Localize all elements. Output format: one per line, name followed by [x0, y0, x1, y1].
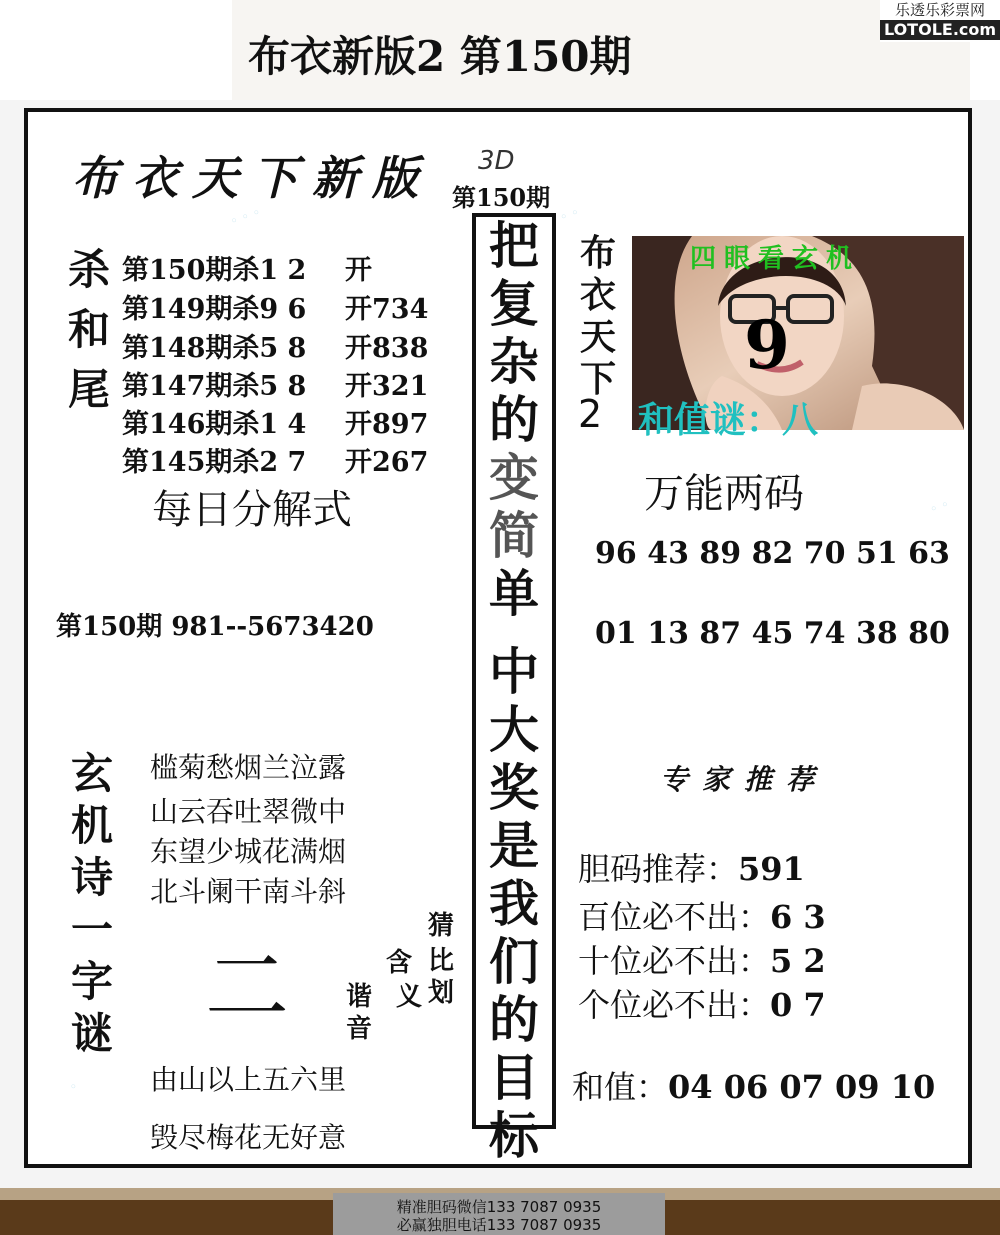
- poem-line: 山云吞吐翠微中: [150, 795, 347, 828]
- heading-issue: 第150期: [452, 183, 551, 212]
- kill-row: 第148期杀5 8: [122, 333, 307, 364]
- closing-line: 毁尽梅花无好意: [150, 1121, 347, 1154]
- poem-line: 槛菊愁烟兰泣露: [150, 751, 347, 784]
- photo-number: 9: [744, 306, 790, 384]
- kill-open: 开: [345, 255, 372, 286]
- sum-value: 04 06 07 09 10: [668, 1068, 936, 1106]
- heading-3d-tag: 3D: [478, 146, 515, 176]
- kill-row: 第149期杀9 6: [122, 294, 307, 325]
- riddle-character: 二: [205, 938, 290, 1036]
- side-vertical-label: 布 衣 天 下: [579, 232, 616, 400]
- poem-line: 东望少城花满烟: [150, 835, 347, 868]
- kill-row: 第150期杀1 2: [122, 255, 307, 286]
- tens-value: 5 2: [770, 942, 826, 980]
- watermark: ◦ ◦: [928, 497, 952, 518]
- closing-line: 由山以上五六里: [150, 1063, 347, 1096]
- riddle-hint: 义: [396, 982, 423, 1012]
- hundreds-value: 6 3: [770, 898, 826, 936]
- logo-en-text: LOTOLE.com: [880, 20, 1000, 40]
- center-slogan: [476, 217, 552, 1165]
- photo-riddle: 和值谜：八: [638, 399, 819, 441]
- versatile-heading: 万能两码: [644, 471, 804, 517]
- dan-label: 胆码推荐：: [578, 850, 739, 888]
- units-row: [578, 980, 826, 1026]
- slogan-part: 变 简: [489, 448, 539, 565]
- riddle-hint: 含: [386, 948, 413, 978]
- tens-label: 十位必不出：: [578, 942, 771, 980]
- kill-vertical-label: 杀 和 尾: [67, 245, 110, 414]
- slogan-part: 中 大 奖 是 我 们 的 目 标: [489, 642, 539, 1165]
- expert-heading: 专家推荐: [660, 763, 829, 796]
- riddle-hint: 比: [428, 946, 455, 976]
- daily-issue-line: 第150期 981--5673420: [56, 612, 374, 642]
- kill-open: 开321: [345, 371, 429, 402]
- riddle-hint: 音: [346, 1014, 373, 1044]
- logo-cn-text: 乐透乐彩票网: [894, 1, 985, 19]
- hundreds-row: [578, 892, 826, 938]
- sum-row: [572, 1062, 935, 1108]
- watermark: ◦: [67, 1079, 81, 1096]
- kill-row: 第145期杀2 7: [122, 447, 307, 478]
- slogan-part: 单: [489, 564, 539, 623]
- poem-line: 北斗阑干南斗斜: [150, 875, 347, 908]
- watermark: ◦ ◦: [558, 205, 582, 226]
- kill-row: 第146期杀1 4: [122, 409, 307, 440]
- side-number: 2: [578, 392, 603, 436]
- footer-wechat-line: 精准胆码微信133 7087 0935: [396, 1198, 602, 1216]
- sum-label: 和值：: [572, 1068, 669, 1106]
- units-value: 0 7: [770, 986, 826, 1024]
- riddle-hint: 划: [428, 978, 455, 1008]
- tens-row: [578, 936, 826, 982]
- number-row: 96 43 89 82 70 51 63: [595, 536, 950, 571]
- dan-row: [578, 844, 805, 890]
- number-row: 01 13 87 45 74 38 80: [595, 616, 950, 651]
- slogan-part: 把 复 杂 的: [489, 216, 539, 449]
- riddle-hint: 谐: [346, 982, 373, 1012]
- units-label: 个位必不出：: [578, 986, 771, 1024]
- riddle-hint: 猜: [428, 911, 455, 941]
- dan-value: 591: [738, 850, 805, 888]
- photo-caption: 四眼看玄机: [690, 244, 861, 274]
- watermark: ◦ ◦ ◦: [228, 205, 263, 230]
- daily-heading: 每日分解式: [152, 487, 352, 533]
- footer-phone-line: 必赢独胆电话133 7087 0935: [396, 1216, 602, 1234]
- kill-open: 开897: [345, 409, 429, 440]
- kill-open: 开734: [345, 294, 429, 325]
- poster-heading: 布衣天下新版: [72, 151, 432, 205]
- kill-row: 第147期杀5 8: [122, 371, 307, 402]
- page-title: 布衣新版2 第150期: [248, 32, 632, 81]
- hundreds-label: 百位必不出：: [578, 898, 771, 936]
- kill-open: 开838: [345, 333, 429, 364]
- kill-open: 开267: [345, 447, 429, 478]
- poem-vertical-label: 玄 机 诗 一 字 谜: [70, 749, 113, 1058]
